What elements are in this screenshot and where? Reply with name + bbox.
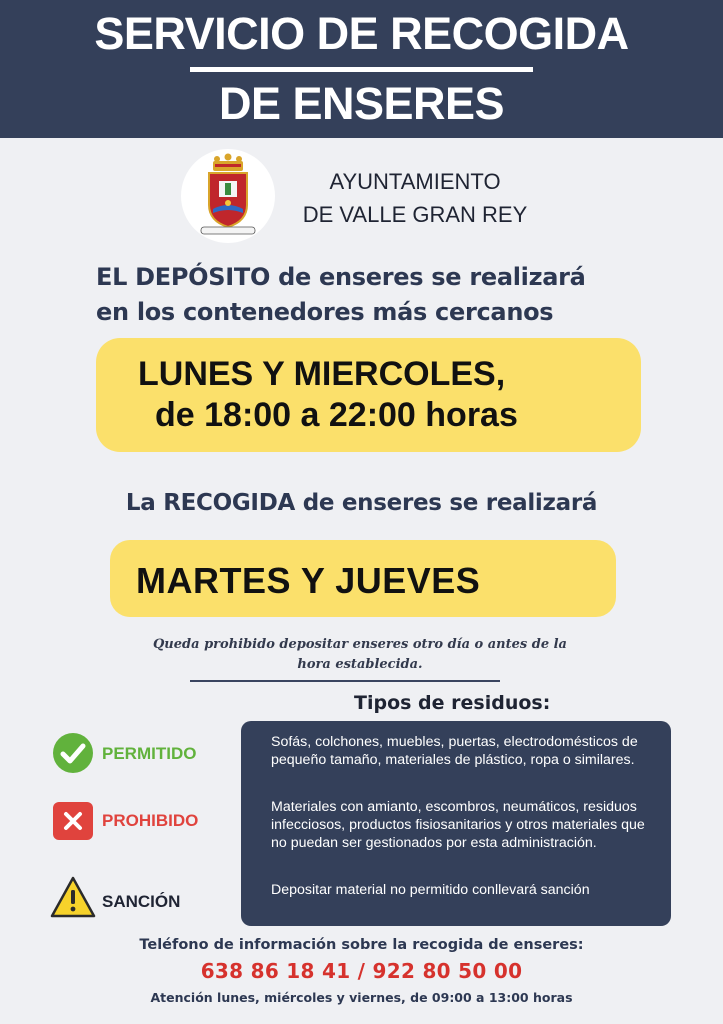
organization-line-2: DE VALLE GRAN REY (302, 202, 528, 227)
deposit-days: LUNES Y MIERCOLES, (138, 355, 506, 393)
title-line-2: DE ENSERES (218, 78, 505, 129)
permitted-label: PERMITIDO (102, 744, 197, 763)
collection-statement (0, 490, 723, 516)
sanction-description: Depositar material no permitido conllevará sanción (271, 882, 590, 898)
title-line-1: SERVICIO DE RECOGIDA (94, 8, 629, 59)
deposit-hours: de 18:00 a 22:00 horas (155, 396, 518, 434)
waste-types-title: Tipos de residuos: (354, 692, 551, 714)
permitted-description: Sofás, colchones, muebles, puertas, electrodomésticos de pequeño tamaño, materiales de plástico, ropa o similares. (271, 734, 638, 768)
collection-keyword: RECOGIDA (163, 490, 295, 516)
deposit-statement (96, 260, 696, 330)
deposit-line-1-rest: de enseres se realizará (270, 263, 586, 291)
collection-prefix: La (125, 490, 164, 516)
organization-line-1: AYUNTAMIENTO (329, 169, 501, 194)
organization-name (280, 165, 550, 231)
office-hours: Atención lunes, miércoles y viernes, de 09:00 a 13:00 horas (150, 990, 573, 1005)
notice-divider (190, 680, 500, 682)
sanction-label: SANCIÓN (102, 892, 181, 911)
info-phone-label: Teléfono de información sobre la recogida de enseres: (139, 937, 584, 953)
collection-days: MARTES Y JUEVES (136, 560, 481, 601)
deposit-line-2: en los contenedores más cercanos (96, 298, 554, 326)
warning-triangle-icon (50, 876, 96, 918)
title-divider (190, 67, 533, 72)
header-banner (0, 0, 723, 138)
deposit-keyword: EL DEPÓSITO (96, 263, 271, 291)
check-circle-icon (52, 732, 94, 774)
collection-rest: de enseres se realizará (295, 490, 598, 516)
prohibited-description: Materiales con amianto, escombros, neumáticos, residuos infecciosos, productos fisiosanitarios y otros materiales que no puedan ser gestionados por esta administración. (271, 799, 645, 851)
prohibited-label: PROHIBIDO (102, 811, 199, 830)
prohibition-notice: Queda prohibido depositar enseres otro día o antes de la hora establecida. (152, 637, 567, 672)
municipal-crest-icon (181, 149, 275, 243)
x-square-icon (52, 801, 94, 841)
phone-numbers[interactable]: 638 86 18 41 / 922 80 50 00 (200, 959, 523, 983)
